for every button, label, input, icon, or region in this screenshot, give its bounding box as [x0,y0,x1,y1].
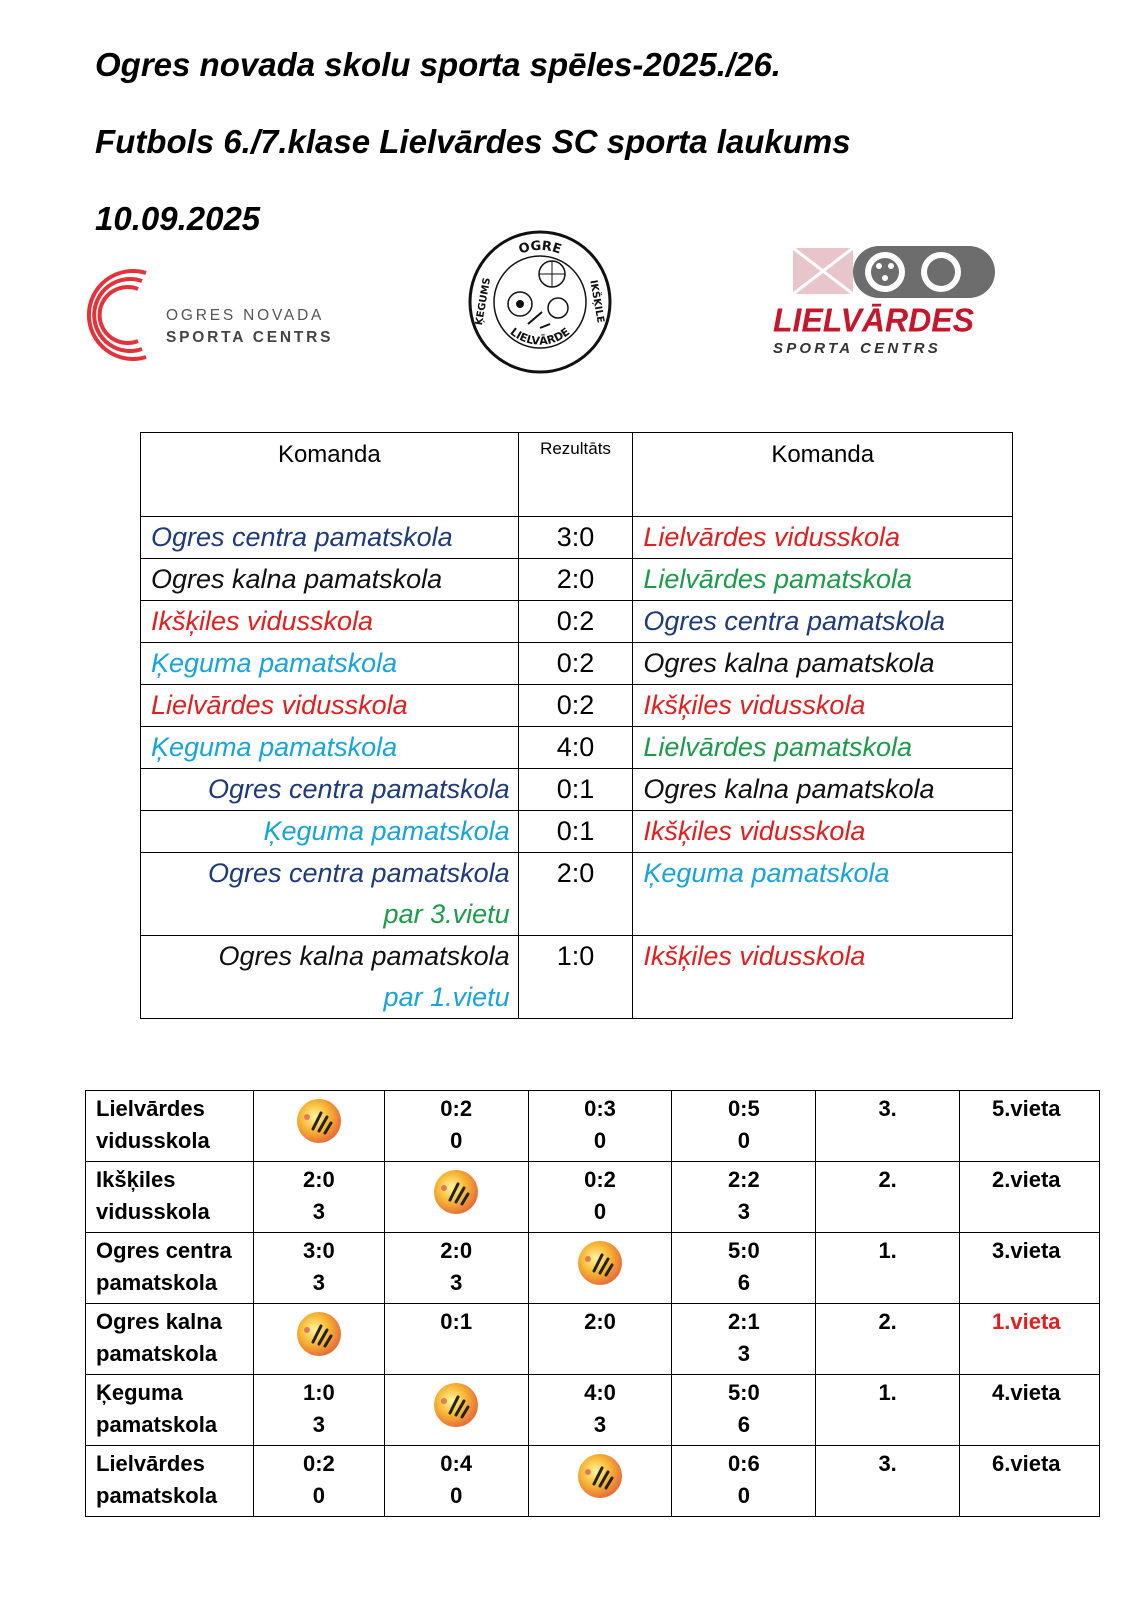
team1-cell: Lielvārdes vidusskola [141,685,519,727]
balls-badge-icon [466,228,614,376]
standings-team-name-part: Lielvārdes [96,1451,205,1476]
table-row [141,517,1013,559]
table-row-third-place [141,853,1013,936]
team1-cell [141,853,519,936]
match-note: par 3.vietu [383,899,510,929]
score-value: 2:0 [302,1167,335,1192]
group-place-cell: 2. [816,1162,960,1233]
score-value: 2:0 [584,1309,616,1334]
soccer-ball-icon [293,1308,345,1360]
points-value: 0 [737,1128,750,1153]
standings-row [86,1304,1100,1375]
table-row [141,811,1013,853]
score-cell: 0:1 [518,769,633,811]
header-team2: Komanda [633,433,1013,517]
final-place-cell: 1.vieta [960,1304,1100,1375]
score-value: 0:1 [440,1309,473,1334]
standings-team-cell [86,1304,254,1375]
ball-cell [384,1162,528,1233]
score-cell: 0:2 [518,601,633,643]
score-value: 2:1 [727,1309,760,1334]
group-place-cell: 3. [816,1446,960,1517]
badge-bottom-text: LIELVĀRDE [507,325,573,348]
team1-cell: Ķeguma pamatskola [141,643,519,685]
points-value: 0 [593,1199,607,1224]
results-header-row [141,433,1013,517]
standings-team-name-part: pamatskola [96,1341,218,1366]
match-score-cell [528,1162,672,1233]
points-value: 3 [312,1199,325,1224]
points-value: 3 [593,1412,607,1437]
ogres-logo-line1: OGRES NOVADA [166,307,325,324]
team2-cell: Ikšķiles vidusskola [633,685,1013,727]
match-score-cell [384,1304,528,1375]
team1-cell: Ķeguma pamatskola [141,727,519,769]
team2-cell: Ogres centra pamatskola [633,601,1013,643]
score-cell: 2:0 [518,853,633,936]
standings-row [86,1375,1100,1446]
standings-team-name-part: Ikšķiles [96,1167,176,1192]
match-score-cell [253,1162,384,1233]
sports-games-badge [466,228,614,376]
match-score-cell [672,1162,816,1233]
standings-row [86,1446,1100,1517]
standings-row [86,1091,1100,1162]
match-score-cell [384,1446,528,1517]
header-team1: Komanda [141,433,519,517]
table-row [141,769,1013,811]
points-value: 6 [737,1412,750,1437]
soccer-ball-icon [574,1237,626,1289]
score-value: 0:5 [727,1096,760,1121]
team1-cell: Ikšķiles vidusskola [141,601,519,643]
points-value: 0 [312,1483,325,1508]
team1-cell: Ķeguma pamatskola [141,811,519,853]
group-place-cell: 1. [816,1375,960,1446]
table-row [141,685,1013,727]
points-value: 0 [450,1483,463,1508]
soccer-ball-icon [430,1379,482,1431]
team1-name: Ogres kalna pamatskola [218,941,510,971]
score-value: 0:3 [584,1096,616,1121]
score-value: 0:2 [302,1451,335,1476]
match-score-cell [253,1233,384,1304]
match-note: par 1.vietu [383,982,510,1012]
points-value: 3 [737,1341,750,1366]
team2-cell: Ogres kalna pamatskola [633,643,1013,685]
standings-team-name-part: pamatskola [96,1483,218,1508]
team2-cell: Lielvārdes vidusskola [633,517,1013,559]
standings-team-name-part: Ķeguma [96,1380,183,1405]
score-value: 1:0 [302,1380,335,1405]
standings-team-name-part: Lielvārdes [96,1096,205,1121]
team1-cell: Ogres centra pamatskola [141,517,519,559]
group-standings-table [85,1090,1100,1517]
score-value: 3:0 [302,1238,335,1263]
points-value [529,1338,672,1370]
ball-cell [253,1091,384,1162]
ogres-sports-center-logo [66,265,366,375]
ball-cell [253,1304,384,1375]
badge-left-text: ĶEGUMS [473,276,494,327]
points-value: 6 [737,1270,750,1295]
event-subtitle: Futbols 6./7.klase Lielvārdes SC sporta laukums [95,123,851,160]
points-value: 3 [312,1270,325,1295]
team2-cell: Ikšķiles vidusskola [633,936,1013,1019]
badge-top-text: OGRE [517,238,564,258]
score-value: 0:2 [584,1167,616,1192]
standings-team-name-part: vidusskola [96,1199,210,1224]
match-score-cell [672,1091,816,1162]
score-cell: 0:2 [518,685,633,727]
ball-cell [528,1233,672,1304]
match-score-cell [384,1233,528,1304]
group-place-cell: 2. [816,1304,960,1375]
ogres-c-mark-icon [66,265,156,365]
team1-cell [141,936,519,1019]
team1-cell: Ogres centra pamatskola [141,769,519,811]
standings-team-cell [86,1233,254,1304]
score-cell: 1:0 [518,936,633,1019]
match-score-cell [253,1375,384,1446]
table-row [141,559,1013,601]
match-score-cell [384,1091,528,1162]
soccer-ball-icon [430,1166,482,1218]
score-value: 4:0 [584,1380,616,1405]
header-score: Rezultāts [518,433,633,517]
match-score-cell [253,1446,384,1517]
soccer-ball-icon [574,1450,626,1502]
team1-name: Ogres centra pamatskola [207,858,510,888]
points-value [385,1338,528,1370]
match-score-cell [672,1446,816,1517]
final-place-cell: 3.vieta [960,1233,1100,1304]
team2-cell: Ogres kalna pamatskola [633,769,1013,811]
team2-cell: Lielvārdes pamatskola [633,727,1013,769]
match-score-cell [528,1304,672,1375]
lielvardes-sports-center-logo [773,242,1013,372]
standings-team-cell [86,1446,254,1517]
event-date: 10.09.2025 [95,200,261,237]
match-score-cell [672,1304,816,1375]
final-place-cell: 2.vieta [960,1162,1100,1233]
match-score-cell [672,1233,816,1304]
standings-team-cell [86,1375,254,1446]
standings-team-name-part: pamatskola [96,1270,218,1295]
final-place-cell: 6.vieta [960,1446,1100,1517]
ball-cell [384,1375,528,1446]
score-value: 0:6 [727,1451,760,1476]
table-row [141,727,1013,769]
standings-team-name-part: pamatskola [96,1412,218,1437]
team2-cell: Lielvārdes pamatskola [633,559,1013,601]
badge-right-text: IKŠĶILE [587,279,606,324]
score-value: 5:0 [727,1238,760,1263]
match-score-cell [528,1091,672,1162]
match-score-cell [528,1375,672,1446]
points-value: 0 [593,1128,607,1153]
points-value: 0 [450,1128,463,1153]
score-cell: 0:2 [518,643,633,685]
score-cell: 2:0 [518,559,633,601]
team2-cell: Ikšķiles vidusskola [633,811,1013,853]
standings-team-cell [86,1091,254,1162]
points-value: 3 [737,1199,750,1224]
standings-team-cell [86,1162,254,1233]
group-place-cell: 3. [816,1091,960,1162]
ball-cell [528,1446,672,1517]
final-place-cell: 4.vieta [960,1375,1100,1446]
score-value: 2:0 [440,1238,473,1263]
lielvardes-logo-line1: LIELVĀRDES [773,301,974,339]
group-place-cell: 1. [816,1233,960,1304]
match-results-table [140,432,1013,1019]
soccer-ball-icon [293,1095,345,1147]
points-value: 0 [737,1483,750,1508]
score-value: 0:4 [440,1451,473,1476]
table-row [141,643,1013,685]
standings-team-name-part: Ogres centra [96,1238,232,1263]
points-value: 3 [450,1270,463,1295]
floorball-ball-icon [773,242,1013,302]
points-value: 3 [312,1412,325,1437]
standings-team-name-part: Ogres kalna [96,1309,222,1334]
lielvardes-logo-line2: SPORTA CENTRS [773,340,942,357]
score-value: 0:2 [440,1096,473,1121]
standings-row [86,1162,1100,1233]
score-value: 5:0 [727,1380,760,1405]
team2-cell: Ķeguma pamatskola [633,853,1013,936]
table-row [141,601,1013,643]
score-value: 2:2 [727,1167,760,1192]
score-cell: 4:0 [518,727,633,769]
standings-team-name-part: vidusskola [96,1128,210,1153]
score-cell: 0:1 [518,811,633,853]
match-score-cell [672,1375,816,1446]
ogres-logo-line2: SPORTA CENTRS [166,329,334,346]
final-place-cell: 5.vieta [960,1091,1100,1162]
team1-cell: Ogres kalna pamatskola [141,559,519,601]
table-row-final [141,936,1013,1019]
score-cell: 3:0 [518,517,633,559]
standings-row [86,1233,1100,1304]
page-title: Ogres novada skolu sporta spēles-2025./26. [95,46,781,83]
